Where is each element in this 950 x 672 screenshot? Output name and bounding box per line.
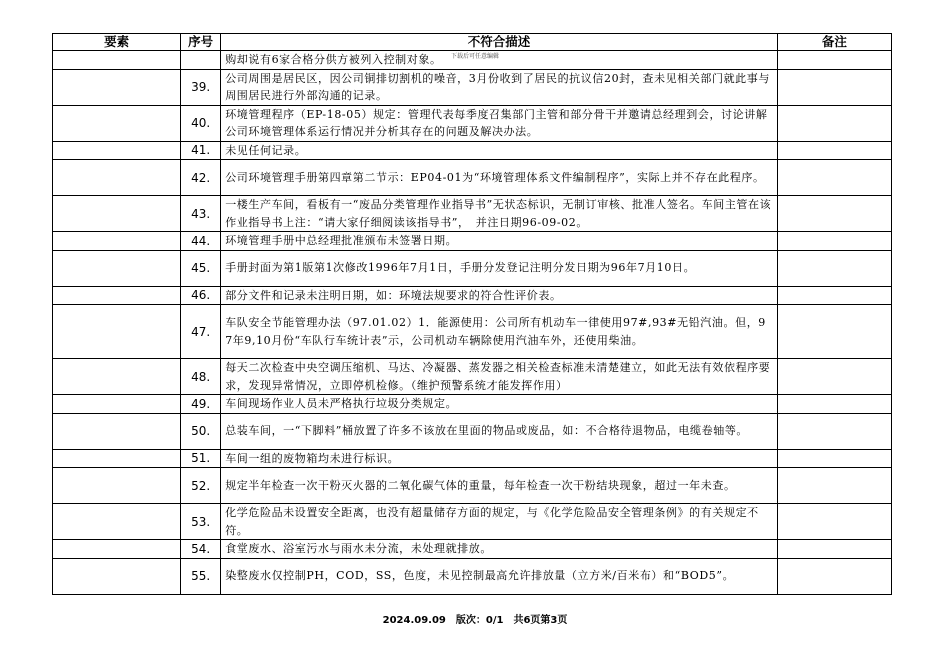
remarks-cell [777, 395, 891, 414]
table-row [53, 69, 892, 105]
table-row [53, 105, 892, 141]
number-cell: 39. [181, 69, 221, 105]
description-cell: 公司周围是居民区，因公司铜排切割机的噪音，3月份收到了居民的抗议信20封，查未见相关部门就此事与周围居民进行外部沟通的记录。 [221, 69, 778, 105]
number-cell: 42. [181, 160, 221, 196]
element-cell [53, 449, 181, 468]
description-cell: 化学危险品未设置安全距离，也没有超量储存方面的规定，与《化学危险品安全管理条例》的有关规定不符。 [221, 504, 778, 540]
number-cell: 46. [181, 286, 221, 305]
number-cell: 48. [181, 359, 221, 395]
element-cell [53, 395, 181, 414]
number-cell: 40. [181, 105, 221, 141]
number-cell: 54. [181, 540, 221, 559]
element-cell [53, 504, 181, 540]
table-row [53, 232, 892, 251]
description-cell: 手册封面为第1版第1次修改1996年7月1日，手册分发登记注明分发日期为96年7月10日。 [221, 250, 778, 286]
description-cell: 购却说有6家合格分供方被列入控制对象。 [221, 51, 778, 70]
element-cell [53, 196, 181, 232]
element-cell [53, 160, 181, 196]
number-cell: 50. [181, 413, 221, 449]
description-cell: 车间一组的废物箱均未进行标识。 [221, 449, 778, 468]
number-cell: 45. [181, 250, 221, 286]
element-cell [53, 359, 181, 395]
element-cell [53, 468, 181, 504]
description-cell: 部分文件和记录未注明日期，如：环境法规要求的符合性评价表。 [221, 286, 778, 305]
description-cell: 总装车间，一“下脚料”桶放置了许多不该放在里面的物品或废品，如：不合格待退物品，电缆卷轴等。 [221, 413, 778, 449]
element-cell [53, 141, 181, 160]
header-row [53, 34, 892, 51]
table-row [53, 196, 892, 232]
element-cell [53, 105, 181, 141]
remarks-cell [777, 286, 891, 305]
table-row [53, 141, 892, 160]
description-cell: 未见任何记录。 [221, 141, 778, 160]
number-cell: 41. [181, 141, 221, 160]
remarks-cell [777, 540, 891, 559]
remarks-cell [777, 413, 891, 449]
remarks-cell [777, 359, 891, 395]
remarks-cell [777, 449, 891, 468]
number-cell: 51. [181, 449, 221, 468]
table-row [53, 250, 892, 286]
description-cell: 染整废水仅控制PH，COD，SS，色度，未见控制最高允许排放量（立方米/百米布）和“BOD5”。 [221, 558, 778, 594]
element-cell [53, 69, 181, 105]
description-cell: 规定半年检查一次干粉灭火器的二氧化碳气体的重量，每年检查一次干粉结块现象，超过一年未查。 [221, 468, 778, 504]
description-cell: 食堂废水、浴室污水与雨水未分流，未处理就排放。 [221, 540, 778, 559]
element-cell [53, 558, 181, 594]
description-cell: 环境管理程序（EP-18-05）规定：管理代表每季度召集部门主管和部分骨干并邀请总经理到会，讨论讲解公司环境管理体系运行情况并分析其存在的问题及解决办法。 [221, 105, 778, 141]
table-row [53, 504, 892, 540]
table-row [53, 395, 892, 414]
remarks-cell [777, 305, 891, 359]
description-cell: 一楼生产车间，看板有一“废品分类管理作业指导书”无状态标识，无制订审核、批准人签名。车间主管在该作业指导书上注：“请大家仔细阅读该指导书”， 并注日期96-09-02。 [221, 196, 778, 232]
number-cell: 49. [181, 395, 221, 414]
remarks-cell [777, 558, 891, 594]
table-row [53, 449, 892, 468]
element-cell [53, 286, 181, 305]
number-cell: 52. [181, 468, 221, 504]
header-description: 不符合描述 [221, 34, 778, 51]
element-cell [53, 413, 181, 449]
remarks-cell [777, 250, 891, 286]
description-cell: 公司环境管理手册第四章第二节示：EP04-01为“环境管理体系文件编制程序”，实际上并不存在此程序。 [221, 160, 778, 196]
header-number: 序号 [181, 34, 221, 51]
table-row [53, 359, 892, 395]
description-cell: 环境管理手册中总经理批准颁布未签署日期。 [221, 232, 778, 251]
table-row [53, 468, 892, 504]
number-cell: 55. [181, 558, 221, 594]
header-element: 要素 [53, 34, 181, 51]
description-cell: 车队安全节能管理办法（97.01.02）1．能源使用：公司所有机动车一律使用97#,93#无铅汽油。但，97年9,10月份“车队行车统计表”示，公司机动车辆除使用汽油车外，还使用柴油。 [221, 305, 778, 359]
remarks-cell [777, 160, 891, 196]
element-cell [53, 250, 181, 286]
remarks-cell [777, 468, 891, 504]
element-cell [53, 305, 181, 359]
remarks-cell [777, 196, 891, 232]
number-cell: 43. [181, 196, 221, 232]
remarks-cell [777, 504, 891, 540]
number-cell: 53. [181, 504, 221, 540]
nonconformity-table [52, 33, 892, 595]
remarks-cell [777, 141, 891, 160]
table-row [53, 540, 892, 559]
number-cell: 44. [181, 232, 221, 251]
table-row [53, 413, 892, 449]
remarks-cell [777, 69, 891, 105]
table-row [53, 286, 892, 305]
header-remarks: 备注 [777, 34, 891, 51]
remarks-cell [777, 105, 891, 141]
number-cell: 47. [181, 305, 221, 359]
table-row [53, 305, 892, 359]
description-cell: 每天二次检查中央空调压缩机、马达、冷凝器、蒸发器之相关检查标准未清楚建立，如此无法有效依程序要求，发现异常情况，立即停机检修。（维护预警系统才能发挥作用） [221, 359, 778, 395]
description-cell: 车间现场作业人员未严格执行垃圾分类规定。 [221, 395, 778, 414]
page-footer: 2024.09.09 版次：0/1 共6页第3页 [382, 615, 568, 626]
table-row [53, 558, 892, 594]
element-cell [53, 232, 181, 251]
element-cell [53, 540, 181, 559]
watermark-text: 下载后可任意编辑 [450, 53, 499, 60]
table-row [53, 160, 892, 196]
remarks-cell [777, 232, 891, 251]
